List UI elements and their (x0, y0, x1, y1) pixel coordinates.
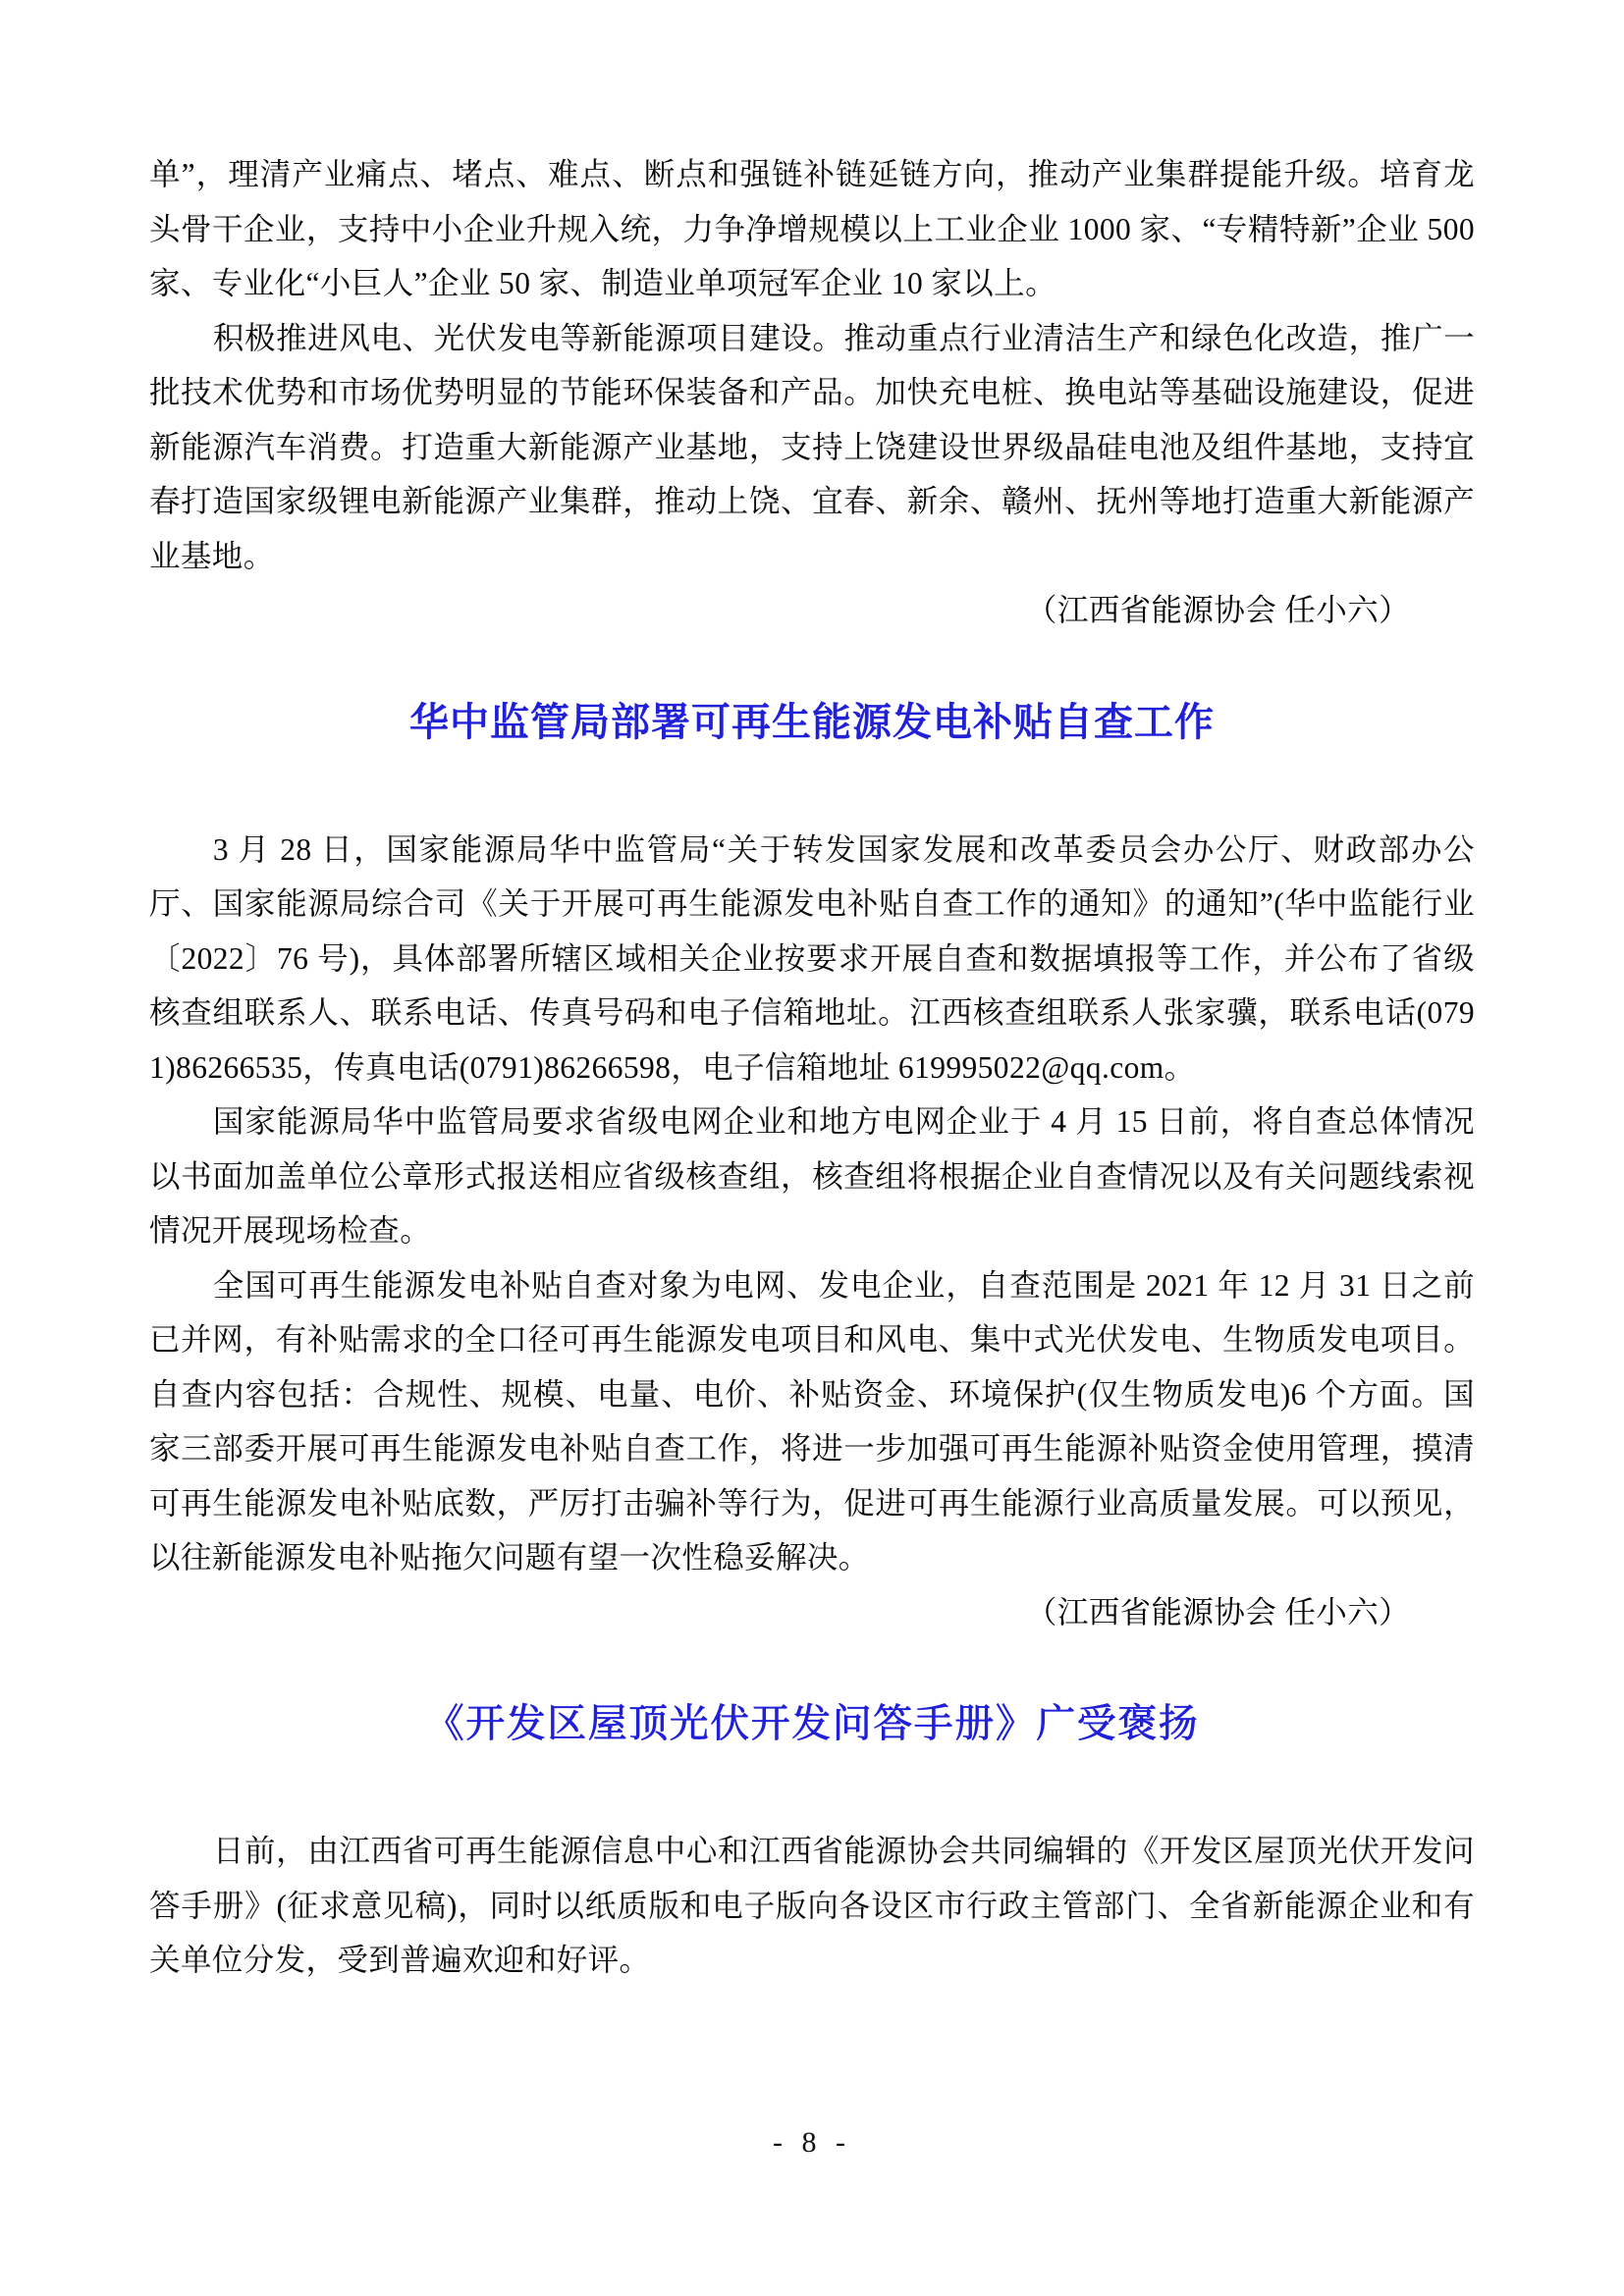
page-number: - 8 - (773, 2126, 851, 2159)
spacer (149, 1751, 1475, 1824)
byline-section-two: （江西省能源协会 任小六） (1025, 1594, 1410, 1629)
spacer (149, 638, 1475, 695)
paragraph-section-three-1: 日前，由江西省可再生能源信息中心和江西省能源协会共同编辑的《开发区屋顶光伏开发问答手册》(征求意见稿)，同时以纸质版和电子版向各设区市行政主管部门、全省新能源企业和有关单位分发，受到普遍欢迎和好评。 (149, 1834, 1475, 1977)
page-content (149, 147, 1475, 1988)
spacer (149, 1639, 1475, 1696)
paragraph-continued-2: 积极推进风电、光伏发电等新能源项目建设。推动重点行业清洁生产和绿色化改造，推广一批技术优势和市场优势明显的节能环保装备和产品。加快充电桩、换电站等基础设施建设，促进新能源汽车消费。打造重大新能源产业基地，支持上饶建设世界级晶硅电池及组件基地，支持宜春打造国家级锂电新能源产业集群，推动上饶、宜春、新余、赣州、抚州等地打造重大新能源产业基地。 (149, 320, 1475, 573)
heading-section-three: 《开发区屋顶光伏开发问答手册》广受褒扬 (424, 1701, 1200, 1746)
paragraph-section-two-3: 全国可再生能源发电补贴自查对象为电网、发电企业，自查范围是 2021 年 12 月 31 日之前已并网，有补贴需求的全口径可再生能源发电项目和风电、集中式光伏发电、生物质发电项目。自查内容包括：合规性、规模、电量、电价、补贴资金、环境保护(仅生物质发电)6 个方面。国家三部委开展可再生能源发电补贴自查工作，将进一步加强可再生能源补贴资金使用管理，摸清可再生能源发电补贴底数，严厉打击骗补等行为，促进可再生能源行业高质量发展。可以预见，以往新能源发电补贴拖欠问题有望一次性稳妥解决。 (149, 1267, 1475, 1575)
spacer (149, 750, 1475, 823)
heading-section-two: 华中监管局部署可再生能源发电补贴自查工作 (409, 699, 1215, 745)
byline-section-one: （江西省能源协会 任小六） (1025, 593, 1410, 627)
paragraph-continued-1: 单”，理清产业痛点、堵点、难点、断点和强链补链延链方向，推动产业集群提能升级。培育龙头骨干企业，支持中小企业升规入统，力争净增规模以上工业企业 1000 家、“专精特新”企业 500 家、专业化“小巨人”企业 50 家、制造业单项冠军企业 10 家以上。 (149, 157, 1475, 300)
paragraph-section-two-1: 3 月 28 日，国家能源局华中监管局“关于转发国家发展和改革委员会办公厅、财政部办公厅、国家能源局综合司《关于开展可再生能源发电补贴自查工作的通知》的通知”(华中监能行业〔2022〕76 号)，具体部署所辖区域相关企业按要求开展自查和数据填报等工作，并公布了省级核查组联系人、联系电话、传真号码和电子信箱地址。江西核查组联系人张家骥，联系电话(0791)86266535，传真电话(0791)86266598，电子信箱地址 619995022@qq.com。 (149, 831, 1475, 1085)
paragraph-section-two-2: 国家能源局华中监管局要求省级电网企业和地方电网企业于 4 月 15 日前，将自查总体情况以书面加盖单位公章形式报送相应省级核查组，核查组将根据企业自查情况以及有关问题线索视情况开展现场检查。 (149, 1104, 1475, 1248)
